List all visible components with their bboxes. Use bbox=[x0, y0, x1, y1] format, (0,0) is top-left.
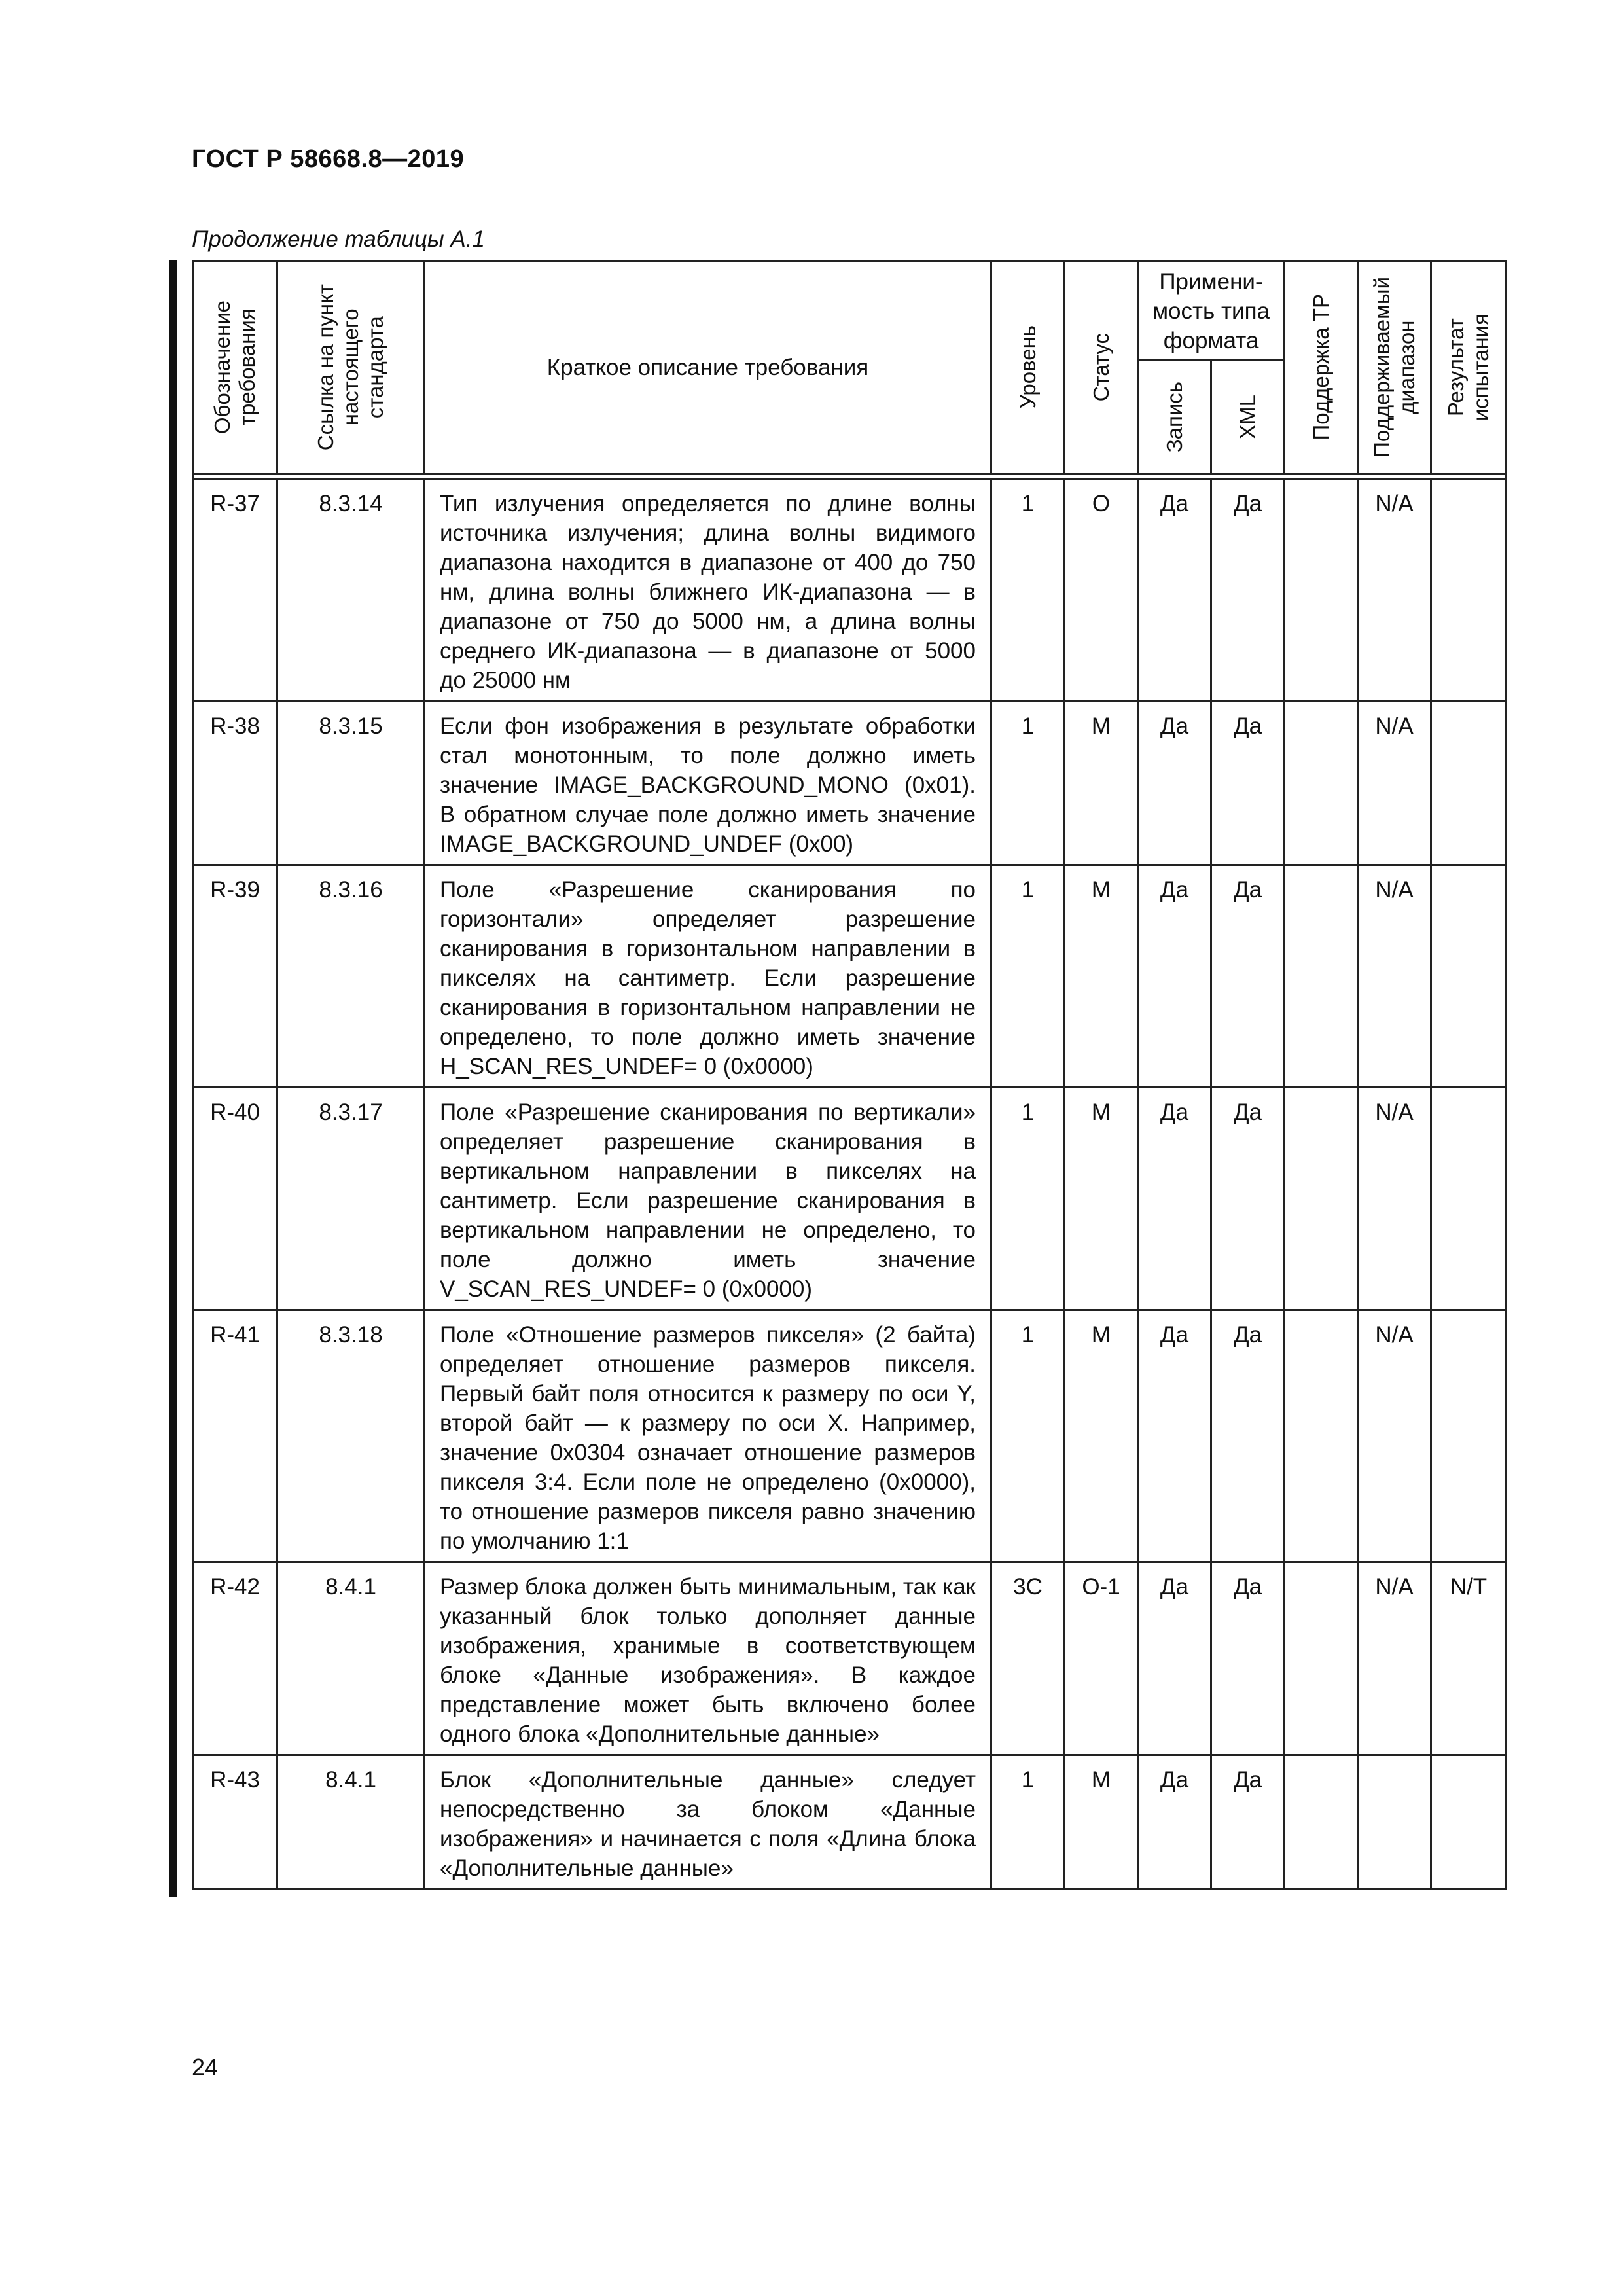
header-row-top bbox=[193, 262, 1507, 361]
xml-applicability: Да bbox=[1211, 1310, 1285, 1562]
header-reference: Ссылка на пункт настоящего стандарта bbox=[277, 262, 425, 474]
supported-range-value: N/A bbox=[1358, 865, 1431, 1088]
header-separator bbox=[193, 474, 1507, 479]
standard-reference: 8.3.15 bbox=[277, 702, 425, 865]
tp-support-value bbox=[1285, 865, 1358, 1088]
xml-applicability: Да bbox=[1211, 479, 1285, 702]
header-xml: XML bbox=[1211, 361, 1285, 474]
test-result-value bbox=[1431, 702, 1507, 865]
level-value: 3C bbox=[991, 1562, 1065, 1755]
xml-applicability: Да bbox=[1211, 1562, 1285, 1755]
standard-reference: 8.4.1 bbox=[277, 1755, 425, 1890]
xml-applicability: Да bbox=[1211, 1755, 1285, 1890]
supported-range-value: N/A bbox=[1358, 1562, 1431, 1755]
test-result-value bbox=[1431, 1088, 1507, 1310]
tp-support-value bbox=[1285, 702, 1358, 865]
tp-support-value bbox=[1285, 1755, 1358, 1890]
level-value: 1 bbox=[991, 1088, 1065, 1310]
xml-applicability: Да bbox=[1211, 865, 1285, 1088]
status-value: M bbox=[1065, 702, 1138, 865]
requirement-description: Поле «Отношение размеров пикселя» (2 байта) определяет отношение размеров пикселя. Первый байт поля относится к размеру по оси Y, второй байт — к размеру по оси X. Например, значение 0x0304 означает отношение размеров пикселя 3:4. Если поле не определено (0x0000), то отношение размеров пикселя равно значению по умолчанию 1:1 bbox=[425, 1310, 991, 1562]
requirement-description: Размер блока должен быть минимальным, так как указанный блок только дополняет данные изображения, хранимые в соответствующем блоке «Данные изображения». В каждое представление может быть включено более одного блока «Дополнительные данные» bbox=[425, 1562, 991, 1755]
standard-reference: 8.3.17 bbox=[277, 1088, 425, 1310]
status-value: O-1 bbox=[1065, 1562, 1138, 1755]
test-result-value: N/T bbox=[1431, 1562, 1507, 1755]
requirement-description: Если фон изображения в результате обработки стал монотонным, то поле должно иметь значение IMAGE_BACKGROUND_MONO (0x01). В обратном случае поле должно иметь значение IMAGE_BACKGROUND_UNDEF (0x00) bbox=[425, 702, 991, 865]
change-marker-bar bbox=[169, 260, 177, 1897]
page-number: 24 bbox=[192, 2054, 219, 2081]
requirement-description: Поле «Разрешение сканирования по вертикали» определяет разрешение сканирования в вертикальном направлении в пикселях на сантиметр. Если разрешение сканирования в вертикальном направлении не определено, то поле должно иметь значение V_SCAN_RES_UNDEF= 0 (0x0000) bbox=[425, 1088, 991, 1310]
record-applicability: Да bbox=[1138, 1562, 1211, 1755]
requirement-id: R-37 bbox=[193, 479, 277, 702]
tp-support-value bbox=[1285, 1562, 1358, 1755]
record-applicability: Да bbox=[1138, 865, 1211, 1088]
requirement-description: Блок «Дополнительные данные» следует непосредственно за блоком «Данные изображения» и начинается с поля «Длина блока «Дополнительные данные» bbox=[425, 1755, 991, 1890]
level-value: 1 bbox=[991, 1310, 1065, 1562]
supported-range-value: N/A bbox=[1358, 702, 1431, 865]
record-applicability: Да bbox=[1138, 702, 1211, 865]
level-value: 1 bbox=[991, 479, 1065, 702]
test-result-value bbox=[1431, 1310, 1507, 1562]
table-row bbox=[193, 479, 1507, 702]
requirements-table bbox=[192, 260, 1507, 1890]
header-tp-support: Поддержка ТР bbox=[1285, 262, 1358, 474]
level-value: 1 bbox=[991, 865, 1065, 1088]
header-designation: Обозначение требования bbox=[193, 262, 277, 474]
level-value: 1 bbox=[991, 702, 1065, 865]
status-value: O bbox=[1065, 479, 1138, 702]
record-applicability: Да bbox=[1138, 1088, 1211, 1310]
standard-reference: 8.3.14 bbox=[277, 479, 425, 702]
requirement-id: R-43 bbox=[193, 1755, 277, 1890]
record-applicability: Да bbox=[1138, 1310, 1211, 1562]
record-applicability: Да bbox=[1138, 479, 1211, 702]
table-caption: Продолжение таблицы А.1 bbox=[192, 226, 485, 252]
xml-applicability: Да bbox=[1211, 1088, 1285, 1310]
status-value: M bbox=[1065, 865, 1138, 1088]
tp-support-value bbox=[1285, 479, 1358, 702]
table-row bbox=[193, 1088, 1507, 1310]
supported-range-value: N/A bbox=[1358, 1088, 1431, 1310]
status-value: M bbox=[1065, 1310, 1138, 1562]
header-status: Статус bbox=[1065, 262, 1138, 474]
tp-support-value bbox=[1285, 1310, 1358, 1562]
header-format-applicability: Примени- мость типа формата bbox=[1138, 262, 1285, 361]
xml-applicability: Да bbox=[1211, 702, 1285, 865]
header-description: Краткое описание требования bbox=[425, 262, 991, 474]
record-applicability: Да bbox=[1138, 1755, 1211, 1890]
table-row bbox=[193, 1562, 1507, 1755]
requirement-id: R-38 bbox=[193, 702, 277, 865]
header-level: Уровень bbox=[991, 262, 1065, 474]
requirement-id: R-42 bbox=[193, 1562, 277, 1755]
supported-range-value: N/A bbox=[1358, 479, 1431, 702]
requirement-id: R-41 bbox=[193, 1310, 277, 1562]
header-supported-range: Поддерживаемый диапазон bbox=[1358, 262, 1431, 474]
table-row bbox=[193, 702, 1507, 865]
level-value: 1 bbox=[991, 1755, 1065, 1890]
test-result-value bbox=[1431, 1755, 1507, 1890]
header-test-result: Результат испытания bbox=[1431, 262, 1507, 474]
standard-reference: 8.4.1 bbox=[277, 1562, 425, 1755]
table-row bbox=[193, 1310, 1507, 1562]
table-row bbox=[193, 865, 1507, 1088]
header-record: Запись bbox=[1138, 361, 1211, 474]
test-result-value bbox=[1431, 479, 1507, 702]
document-title: ГОСТ Р 58668.8—2019 bbox=[192, 145, 465, 173]
supported-range-value: N/A bbox=[1358, 1310, 1431, 1562]
standard-reference: 8.3.16 bbox=[277, 865, 425, 1088]
requirement-description: Тип излучения определяется по длине волны источника излучения; длина волны видимого диапазона находится в диапазоне от 400 до 750 нм, длина волны ближнего ИК-диапазона — в диапазоне от 750 до 5000 нм, а длина волны среднего ИК-диапазона — в диапазоне от 5000 до 25000 нм bbox=[425, 479, 991, 702]
requirement-description: Поле «Разрешение сканирования по горизонтали» определяет разрешение сканирования в горизонтальном направлении в пикселях на сантиметр. Если разрешение сканирования в горизонтальном направлении не определено, то поле должно иметь значение H_SCAN_RES_UNDEF= 0 (0x0000) bbox=[425, 865, 991, 1088]
status-value: M bbox=[1065, 1088, 1138, 1310]
requirement-id: R-40 bbox=[193, 1088, 277, 1310]
requirement-id: R-39 bbox=[193, 865, 277, 1088]
supported-range-value bbox=[1358, 1755, 1431, 1890]
test-result-value bbox=[1431, 865, 1507, 1088]
status-value: M bbox=[1065, 1755, 1138, 1890]
table-row bbox=[193, 1755, 1507, 1890]
tp-support-value bbox=[1285, 1088, 1358, 1310]
standard-reference: 8.3.18 bbox=[277, 1310, 425, 1562]
